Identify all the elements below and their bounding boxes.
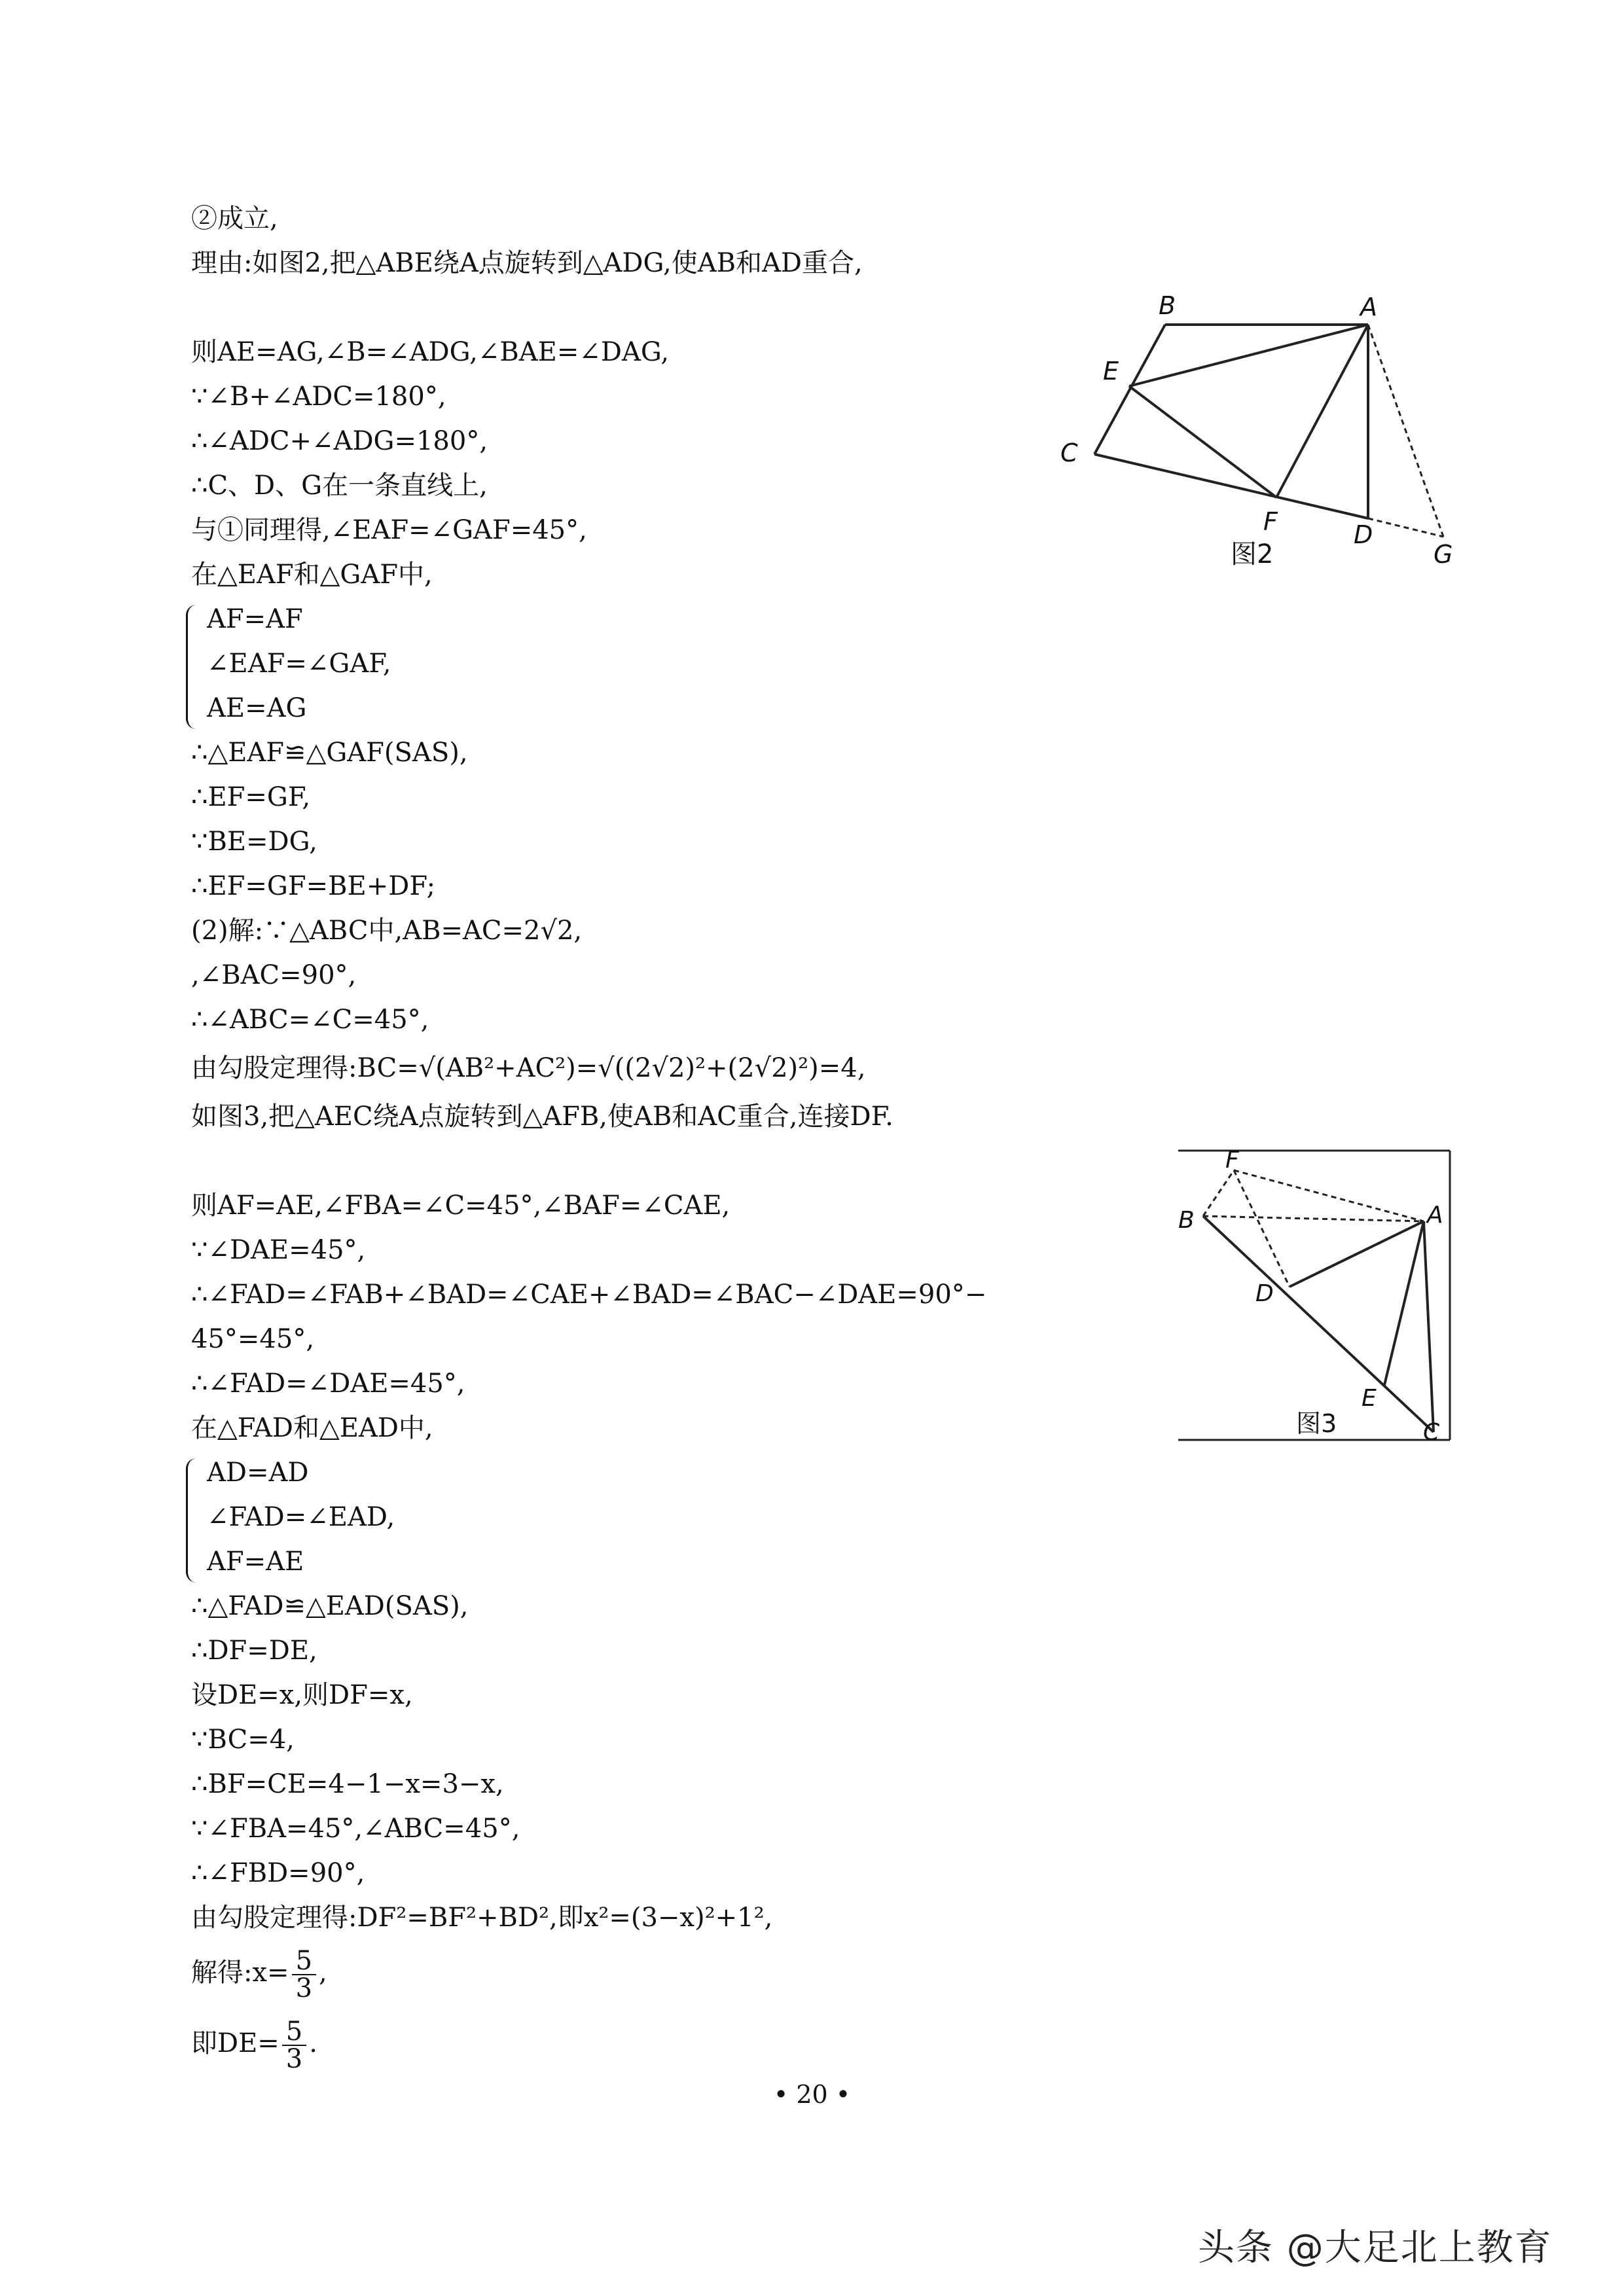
point-label-F: F — [1225, 1147, 1239, 1174]
text-line: ∵BC=4, — [191, 1725, 295, 1755]
text-fragment: , — [319, 1958, 327, 1988]
text-line: 由勾股定理得:BC=√(AB²+AC²)=√((2√2)²+(2√2)²)=4, — [191, 1053, 866, 1083]
text-line: ∴BF=CE=4−1−x=3−x, — [191, 1769, 504, 1799]
text-line: ∴∠ADC+∠ADG=180°, — [191, 426, 488, 456]
text-line: 则AF=AE,∠FBA=∠C=45°,∠BAF=∠CAE, — [191, 1191, 731, 1221]
text-line: 在△EAF和△GAF中, — [191, 560, 433, 590]
text-line: ∠EAF=∠GAF, — [207, 649, 391, 679]
text-line: 由勾股定理得:DF²=BF²+BD²,即x²=(3−x)²+1², — [191, 1903, 773, 1933]
point-label-A: A — [1427, 1202, 1443, 1229]
point-label-E: E — [1362, 1385, 1377, 1412]
point-label-G: G — [1434, 540, 1453, 569]
text-line: 设DE=x,则DF=x, — [191, 1680, 413, 1710]
point-label-B: B — [1159, 291, 1176, 320]
text-line: 则AE=AG,∠B=∠ADG,∠BAE=∠DAG, — [191, 337, 670, 367]
point-label-F: F — [1263, 507, 1278, 536]
text-line: 如图3,把△AEC绕A点旋转到△AFB,使AB和AC重合,连接DF. — [191, 1102, 893, 1132]
denominator: 3 — [295, 1973, 313, 2003]
point-label-C: C — [1423, 1419, 1440, 1444]
segment-BC — [1094, 325, 1165, 454]
figure-3 — [1172, 1144, 1460, 1444]
point-label-D: D — [1354, 520, 1373, 549]
text-line: ∵BE=DG, — [191, 827, 317, 857]
text-line: AD=AD — [207, 1458, 309, 1488]
segment-AD — [1290, 1221, 1424, 1287]
segment-BF — [1203, 1170, 1234, 1216]
point-label-B: B — [1178, 1207, 1195, 1234]
text-line: ∴EF=GF, — [191, 782, 311, 812]
segment-AE — [1384, 1221, 1424, 1385]
text-line: ∴△FAD≌△EAD(SAS), — [191, 1591, 469, 1621]
denominator: 3 — [285, 2044, 303, 2074]
text-line: ∴∠FAD=∠FAB+∠BAD=∠CAE+∠BAD=∠BAC−∠DAE=90°− — [191, 1280, 987, 1310]
text-line: 理由:如图2,把△ABE绕A点旋转到△ADG,使AB和AD重合, — [191, 248, 863, 278]
text-line — [191, 1948, 327, 2001]
segment-EA — [1129, 325, 1368, 386]
text-line: ∴△EAF≌△GAF(SAS), — [191, 738, 468, 768]
text-fragment: 即DE= — [191, 2028, 280, 2058]
point-label-E: E — [1103, 357, 1119, 386]
segment-BA — [1203, 1216, 1424, 1221]
figure-3-caption: 图3 — [1296, 1409, 1337, 1438]
text-line: ∴EF=GF=BE+DF; — [191, 871, 436, 901]
text-line: AF=AE — [207, 1547, 304, 1577]
text-line: (2)解:∵△ABC中,AB=AC=2√2, — [191, 916, 583, 946]
segment-CA — [1424, 1221, 1434, 1432]
text-line: ∴DF=DE, — [191, 1636, 317, 1666]
text-line: ∴C、D、G在一条直线上, — [191, 471, 488, 501]
point-label-C: C — [1060, 439, 1078, 467]
segment-FA — [1276, 325, 1368, 497]
text-line: ,∠BAC=90°, — [191, 960, 357, 990]
segment-AG — [1368, 325, 1443, 537]
figure-2 — [1041, 281, 1473, 596]
segment-FA — [1234, 1170, 1424, 1221]
watermark: 头条 @大足北上教育 — [1198, 2227, 1553, 2269]
text-line: ∴∠ABC=∠C=45°, — [191, 1005, 429, 1035]
figure-2-caption: 图2 — [1231, 539, 1274, 569]
fraction — [292, 1948, 316, 2001]
text-line: AF=AF — [207, 604, 303, 634]
text-line: ∴∠FBD=90°, — [191, 1858, 365, 1888]
brace-icon — [186, 605, 200, 729]
page-number: • 20 • — [773, 2080, 851, 2109]
numerator: 5 — [292, 1948, 316, 1975]
text-line: ∵∠FBA=45°,∠ABC=45°, — [191, 1814, 520, 1844]
text-line: ②成立, — [191, 204, 278, 234]
text-line: 与①同理得,∠EAF=∠GAF=45°, — [191, 515, 587, 545]
text-line: ∠FAD=∠EAD, — [207, 1502, 395, 1532]
numerator: 5 — [282, 2018, 306, 2046]
text-line: AE=AG — [207, 693, 307, 723]
segment-DG — [1368, 518, 1443, 537]
point-label-A: A — [1360, 293, 1377, 321]
brace-icon — [186, 1458, 200, 1583]
text-line: ∴∠FAD=∠DAE=45°, — [191, 1369, 465, 1399]
text-line: ∵∠DAE=45°, — [191, 1235, 366, 1265]
text-line — [191, 2018, 317, 2072]
text-line: 在△FAD和△EAD中, — [191, 1413, 433, 1443]
text-line: 45°=45°, — [191, 1324, 315, 1354]
fraction — [282, 2018, 306, 2072]
text-line: ∵∠B+∠ADC=180°, — [191, 382, 446, 412]
point-label-D: D — [1255, 1280, 1274, 1307]
text-fragment: . — [309, 2028, 317, 2058]
text-fragment: 解得:x= — [191, 1958, 289, 1988]
